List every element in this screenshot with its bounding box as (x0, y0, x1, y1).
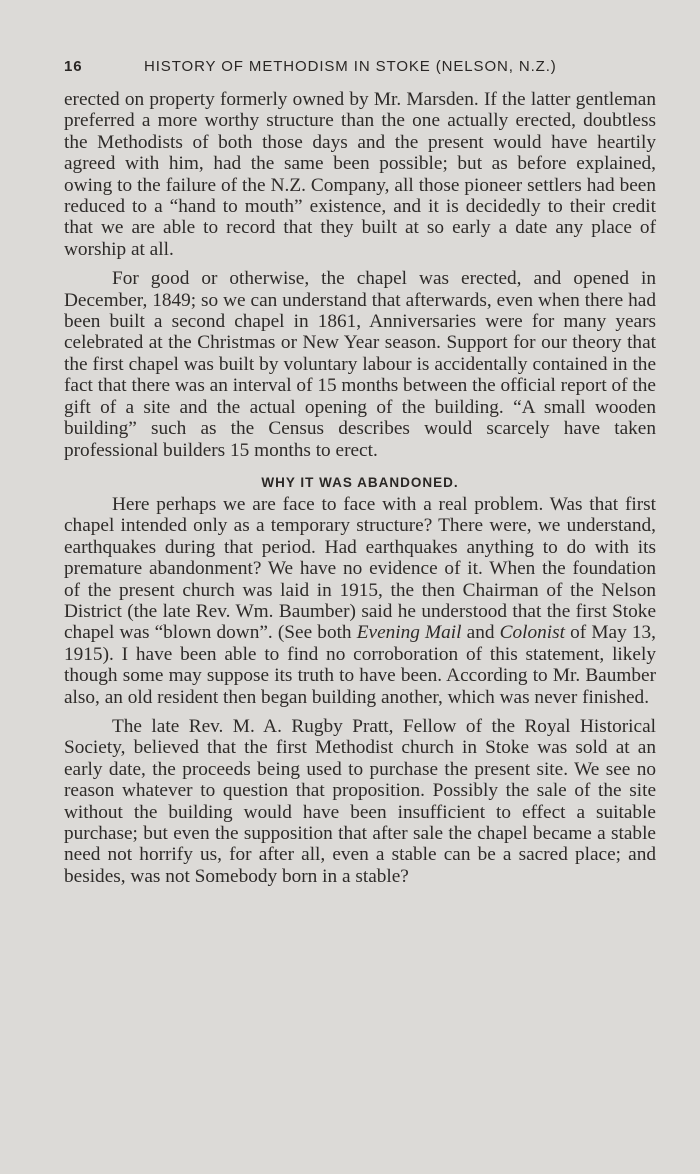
paragraph-3-colonist: Colonist (499, 622, 565, 644)
paragraph-3-evening-mail: Evening Mail (356, 622, 462, 644)
paragraph-1: erected on property formerly owned by Mr. Marsden. If the latter gentleman preferred a more worthy structure than the one actually erected, doubtless the Methodists of both those days and the present would have heartily agreed with him, had the same been possible; but as before explained, owing to the failure of the N.Z. Company, all those pioneer settlers had been reduced to a “hand to mouth” existence, and it is decidedly to their credit that we are able to record that they built at so early a date any place of worship at all. (64, 89, 656, 260)
page-number: 16 (64, 58, 83, 75)
paragraph-3-text-b: and (466, 622, 495, 644)
paragraph-2: For good or otherwise, the chapel was erected, and opened in December, 1849; so we can understand that afterwards, even when there had been built a second chapel in 1861, Anniversaries were for many years celebrated at the Christmas or New Year season. Support for our theory that the first chapel was built by voluntary labour is accidentally contained in the fact that there was an interval of 15 months between the official report of the gift of a site and the actual opening of the building. “A small wooden building” such as the Census describes would scarcely have taken professional builders 15 months to erect. (64, 268, 656, 461)
paragraph-3-text-a: Here perhaps we are face to face with a real problem. Was that first chapel intended only as a temporary structure? There were, we understand, earthquakes during that period. Had earthquakes anything to do with its premature abandonment? We have no evidence of it. When the foundation of the present church was laid in 1915, the then Chairman of the Nelson District (the late Rev. Wm. Baumber) said he understood that the first Stoke chapel was “blown down”. (See both (64, 493, 656, 644)
paragraph-4: The late Rev. M. A. Rugby Pratt, Fellow of the Royal Historical Society, believed that the first Methodist church in Stoke was sold at an early date, the proceeds being used to purchase the present site. We see no reason whatever to question that proposition. Possibly the sale of the site without the building would have been insufficient to effect a suitable purchase; but even the supposition that after sale the chapel became a stable need not horrify us, for after all, even a stable can be a sacred place; and besides, was not Somebody born in a stable? (64, 715, 656, 887)
running-title: HISTORY OF METHODISM IN STOKE (NELSON, N.Z.) (144, 58, 557, 75)
running-head (64, 58, 656, 75)
paragraph-3 (64, 494, 656, 708)
body-text (64, 89, 656, 887)
section-heading: WHY IT WAS ABANDONED. (261, 474, 459, 490)
paragraph-3-text-c: of May 13, 1915). I have been able to find no corroboration of this statement, likely though some may suppose its truth to have been. According to Mr. Baumber also, an old resident then began building another, which was never finished. (64, 622, 656, 708)
